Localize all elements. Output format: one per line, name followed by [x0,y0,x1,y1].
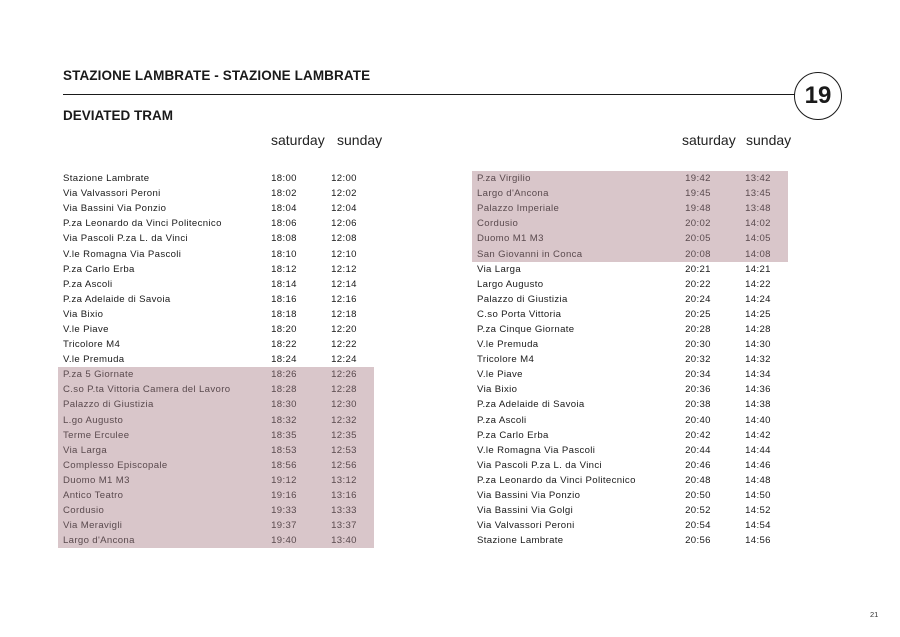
sunday-time: 14:44 [745,444,771,456]
header-divider [63,94,805,95]
sunday-time: 14:22 [745,278,771,290]
saturday-time: 18:56 [271,459,297,471]
saturday-time: 18:14 [271,278,297,290]
saturday-time: 20:02 [685,218,711,230]
timetable-row [472,277,788,292]
timetable-row [472,307,788,322]
sunday-time: 13:37 [331,520,357,532]
stop-name: Largo Augusto [477,278,544,290]
sunday-time: 12:00 [331,173,357,185]
sunday-time: 14:32 [745,354,771,366]
timetable-row [472,428,788,443]
timetable-row [58,322,374,337]
saturday-time: 20:48 [685,474,711,486]
saturday-time: 18:04 [271,203,297,215]
sunday-time: 14:48 [745,474,771,486]
timetable-row [58,533,374,548]
stop-name: P.za Ascoli [477,414,527,426]
stop-name: Duomo M1 M3 [63,474,130,486]
stop-name: P.za Virgilio [477,173,531,185]
sunday-time: 14:42 [745,429,771,441]
saturday-time: 18:26 [271,369,297,381]
sunday-time: 12:04 [331,203,357,215]
sunday-time: 13:12 [331,474,357,486]
stop-name: Complesso Episcopale [63,459,168,471]
stop-name: Via Bassini Via Ponzio [477,490,581,502]
stop-name: P.za Carlo Erba [63,263,135,275]
timetable-row [472,458,788,473]
saturday-time: 18:30 [271,399,297,411]
sunday-time: 14:40 [745,414,771,426]
stop-name: P.za Leonardo da Vinci Politecnico [63,218,222,230]
saturday-time: 18:32 [271,414,297,426]
saturday-time: 20:56 [685,535,711,547]
saturday-time: 18:16 [271,293,297,305]
sunday-time: 12:18 [331,308,357,320]
stop-name: Via Pascoli P.za L. da Vinci [477,459,602,471]
sunday-time: 12:32 [331,414,357,426]
saturday-time: 20:25 [685,308,711,320]
timetable-row [58,367,374,382]
timetable-row [58,413,374,428]
saturday-time: 20:42 [685,429,711,441]
timetable-row [58,428,374,443]
stop-name: Stazione Lambrate [477,535,564,547]
stop-name: P.za Cinque Giornate [477,323,575,335]
timetable-row [58,518,374,533]
stop-name: Terme Erculee [63,429,130,441]
saturday-time: 19:42 [685,173,711,185]
timetable-row [472,246,788,261]
stop-name: V.le Piave [477,369,523,381]
sunday-time: 14:38 [745,399,771,411]
stop-name: Tricolore M4 [477,354,535,366]
saturday-time: 18:00 [271,173,297,185]
timetable-row [472,262,788,277]
sunday-time: 12:12 [331,263,357,275]
stop-name: Via Meravigli [63,520,123,532]
right-timetable [472,171,788,548]
stop-name: P.za Adelaide di Savoia [63,293,171,305]
sunday-time: 14:08 [745,248,771,260]
sunday-time: 14:50 [745,490,771,502]
stop-name: Via Valvassori Peroni [477,520,575,532]
timetable-row [58,337,374,352]
stop-name: San Giovanni in Conca [477,248,583,260]
timetable-row [58,352,374,367]
timetable-row [58,171,374,186]
sunday-time: 12:26 [331,369,357,381]
timetable-row [472,413,788,428]
sunday-time: 14:52 [745,505,771,517]
timetable-row [472,201,788,216]
saturday-time: 19:12 [271,474,297,486]
saturday-time: 20:36 [685,384,711,396]
timetable-row [58,201,374,216]
stop-name: L.go Augusto [63,414,124,426]
left-sunday-header: sunday [337,132,383,148]
stop-name: Largo d'Ancona [477,188,549,200]
saturday-time: 18:53 [271,444,297,456]
sunday-time: 12:20 [331,323,357,335]
timetable-row [472,367,788,382]
stop-name: Cordusio [477,218,519,230]
saturday-time: 18:28 [271,384,297,396]
sunday-time: 12:56 [331,459,357,471]
timetable-row [472,443,788,458]
timetable-row [472,473,788,488]
stop-name: Via Larga [63,444,108,456]
sunday-time: 12:24 [331,354,357,366]
stop-name: V.le Romagna Via Pascoli [477,444,596,456]
saturday-time: 20:46 [685,459,711,471]
timetable-row [58,246,374,261]
stop-name: P.za 5 Giornate [63,369,134,381]
page-title: STAZIONE LAMBRATE - STAZIONE LAMBRATE [63,68,371,83]
saturday-time: 19:48 [685,203,711,215]
stop-name: Palazzo di Giustizia [63,399,154,411]
timetable-row [472,488,788,503]
sunday-time: 13:33 [331,505,357,517]
timetable-row [58,382,374,397]
timetable-row [472,171,788,186]
sunday-time: 14:28 [745,323,771,335]
saturday-time: 20:38 [685,399,711,411]
timetable-row [472,292,788,307]
sunday-time: 12:28 [331,384,357,396]
sunday-time: 13:45 [745,188,771,200]
timetable-row [58,443,374,458]
saturday-time: 18:10 [271,248,297,260]
timetable-row [472,231,788,246]
sunday-time: 14:56 [745,535,771,547]
saturday-time: 18:35 [271,429,297,441]
stop-name: C.so Porta Vittoria [477,308,562,320]
saturday-time: 20:40 [685,414,711,426]
timetable-row [472,322,788,337]
stop-name: Via Bixio [477,384,518,396]
sunday-time: 13:40 [331,535,357,547]
saturday-time: 20:44 [685,444,711,456]
sunday-time: 14:30 [745,339,771,351]
stop-name: Via Larga [477,263,522,275]
sunday-time: 13:48 [745,203,771,215]
sunday-time: 14:21 [745,263,771,275]
sunday-time: 12:35 [331,429,357,441]
stop-name: P.za Adelaide di Savoia [477,399,585,411]
sunday-time: 14:25 [745,308,771,320]
saturday-time: 20:08 [685,248,711,260]
sunday-time: 14:05 [745,233,771,245]
sunday-time: 12:53 [331,444,357,456]
stop-name: Palazzo Imperiale [477,203,560,215]
stop-name: Via Valvassori Peroni [63,188,161,200]
sunday-time: 12:02 [331,188,357,200]
timetable-row [472,397,788,412]
right-sunday-header: sunday [746,132,792,148]
saturday-time: 19:40 [271,535,297,547]
sunday-time: 14:46 [745,459,771,471]
sunday-time: 13:16 [331,490,357,502]
saturday-time: 18:12 [271,263,297,275]
left-saturday-header: saturday [271,132,325,148]
saturday-time: 18:08 [271,233,297,245]
stop-name: Via Pascoli P.za L. da Vinci [63,233,188,245]
stop-name: P.za Ascoli [63,278,113,290]
saturday-time: 18:22 [271,339,297,351]
saturday-time: 20:24 [685,293,711,305]
sunday-time: 14:54 [745,520,771,532]
stop-name: Tricolore M4 [63,339,121,351]
saturday-time: 18:02 [271,188,297,200]
timetable-row [58,216,374,231]
timetable-row [472,186,788,201]
left-timetable [58,171,374,548]
saturday-time: 18:18 [271,308,297,320]
stop-name: Cordusio [63,505,105,517]
saturday-time: 18:06 [271,218,297,230]
saturday-time: 20:28 [685,323,711,335]
timetable-row [58,488,374,503]
right-saturday-header: saturday [682,132,736,148]
saturday-time: 20:21 [685,263,711,275]
saturday-time: 20:30 [685,339,711,351]
saturday-time: 19:45 [685,188,711,200]
stop-name: V.le Premuda [477,339,539,351]
sunday-time: 12:22 [331,339,357,351]
timetable-row [472,503,788,518]
stop-name: Stazione Lambrate [63,173,150,185]
saturday-time: 20:50 [685,490,711,502]
stop-name: V.le Piave [63,323,109,335]
timetable-row [58,292,374,307]
timetable-row [58,397,374,412]
stop-name: Antico Teatro [63,490,124,502]
sunday-time: 12:30 [331,399,357,411]
timetable-row [58,231,374,246]
saturday-time: 20:52 [685,505,711,517]
page-number: 21 [870,610,879,619]
stop-name: C.so P.ta Vittoria Camera del Lavoro [63,384,231,396]
sunday-time: 12:10 [331,248,357,260]
saturday-time: 20:32 [685,354,711,366]
line-number-badge: 19 [794,72,842,120]
timetable-row [58,473,374,488]
sunday-time: 14:02 [745,218,771,230]
saturday-time: 18:20 [271,323,297,335]
stop-name: V.le Premuda [63,354,125,366]
saturday-time: 20:34 [685,369,711,381]
stop-name: P.za Leonardo da Vinci Politecnico [477,474,636,486]
sunday-time: 13:42 [745,173,771,185]
section-subtitle: DEVIATED TRAM [63,108,173,123]
sunday-time: 14:34 [745,369,771,381]
stop-name: Largo d'Ancona [63,535,135,547]
timetable-row [472,518,788,533]
sunday-time: 14:24 [745,293,771,305]
stop-name: Via Bassini Via Golgi [477,505,574,517]
sunday-time: 12:14 [331,278,357,290]
timetable-row [58,186,374,201]
timetable-row [472,216,788,231]
sunday-time: 12:16 [331,293,357,305]
timetable-row [472,382,788,397]
sunday-time: 14:36 [745,384,771,396]
timetable-row [58,277,374,292]
timetable-row [472,533,788,548]
saturday-time: 18:24 [271,354,297,366]
stop-name: P.za Carlo Erba [477,429,549,441]
saturday-time: 19:33 [271,505,297,517]
saturday-time: 19:16 [271,490,297,502]
timetable-row [472,337,788,352]
sunday-time: 12:06 [331,218,357,230]
stop-name: Duomo M1 M3 [477,233,544,245]
saturday-time: 20:05 [685,233,711,245]
stop-name: Via Bassini Via Ponzio [63,203,167,215]
timetable-row [58,262,374,277]
stop-name: Via Bixio [63,308,104,320]
timetable-row [472,352,788,367]
saturday-time: 20:54 [685,520,711,532]
timetable-row [58,503,374,518]
stop-name: Palazzo di Giustizia [477,293,568,305]
saturday-time: 19:37 [271,520,297,532]
sunday-time: 12:08 [331,233,357,245]
timetable-row [58,307,374,322]
saturday-time: 20:22 [685,278,711,290]
stop-name: V.le Romagna Via Pascoli [63,248,182,260]
timetable-row [58,458,374,473]
